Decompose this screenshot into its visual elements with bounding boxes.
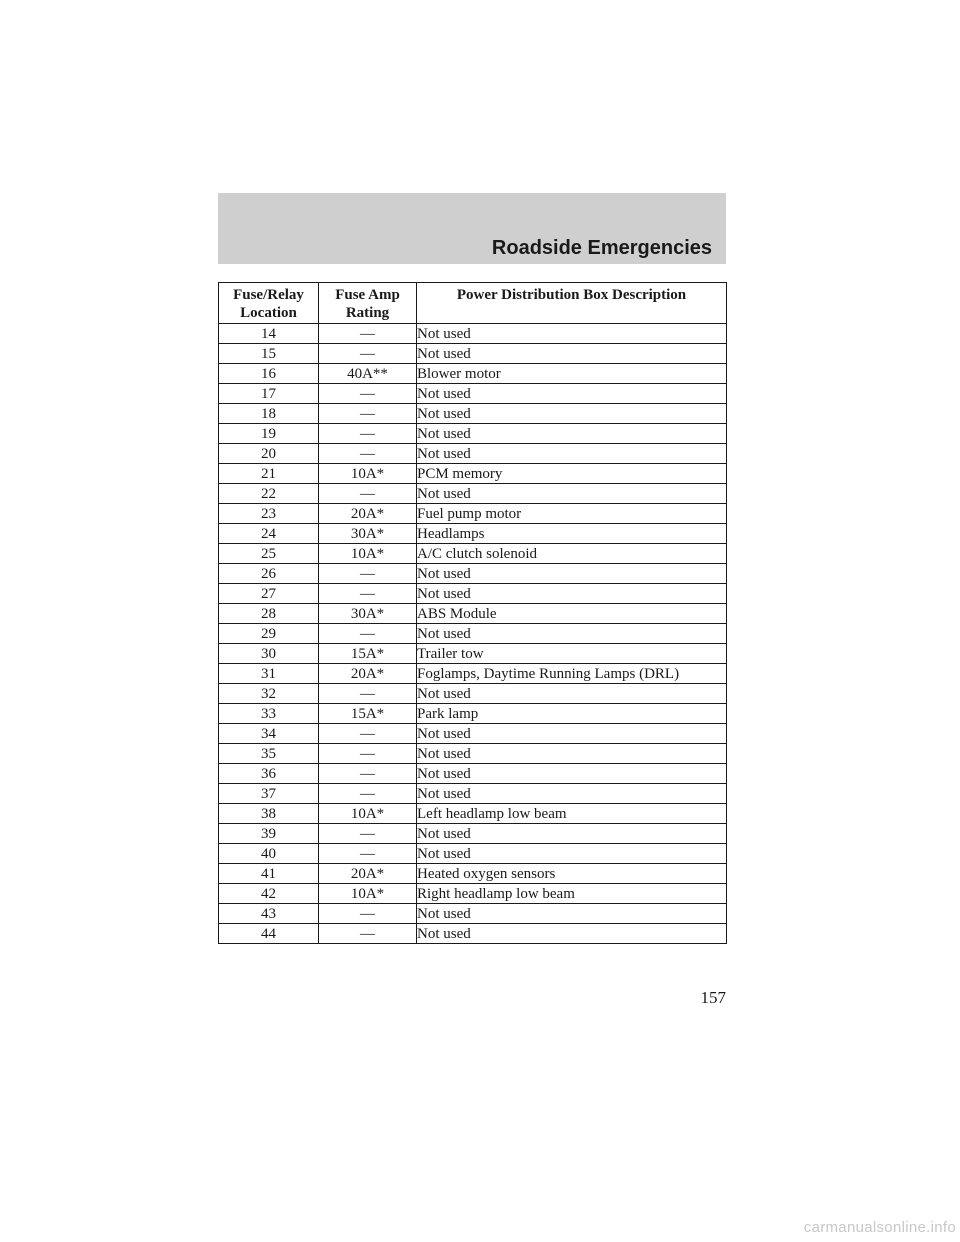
table-row	[219, 644, 727, 664]
table-row	[219, 884, 727, 904]
fuse-description-cell: Not used	[417, 904, 727, 924]
section-title: Roadside Emergencies	[491, 237, 712, 259]
table-row	[219, 324, 727, 344]
table-row	[219, 564, 727, 584]
fuse-location-cell: 21	[219, 464, 319, 484]
fuse-description-cell: Not used	[417, 724, 727, 744]
fuse-description-cell: Not used	[417, 824, 727, 844]
fuse-description-cell: Left headlamp low beam	[417, 804, 727, 824]
fuse-location-cell: 29	[219, 624, 319, 644]
table-row	[219, 524, 727, 544]
fuse-amp-rating-cell: —	[319, 684, 417, 704]
fuse-amp-rating-cell: 20A*	[319, 504, 417, 524]
fuse-amp-rating-cell: 30A*	[319, 524, 417, 544]
fuse-amp-rating-cell: —	[319, 724, 417, 744]
watermark: carmanualsonline.info	[803, 1219, 956, 1236]
table-row	[219, 844, 727, 864]
fuse-location-cell: 17	[219, 384, 319, 404]
fuse-description-cell: Not used	[417, 764, 727, 784]
fuse-amp-rating-cell: —	[319, 424, 417, 444]
column-header-location: Fuse/Relay Location	[219, 283, 319, 324]
table-row	[219, 604, 727, 624]
table-row	[219, 504, 727, 524]
fuse-table	[218, 282, 727, 944]
fuse-location-cell: 31	[219, 664, 319, 684]
fuse-description-cell: Fuel pump motor	[417, 504, 727, 524]
fuse-amp-rating-cell: —	[319, 904, 417, 924]
fuse-amp-rating-cell: 15A*	[319, 704, 417, 724]
fuse-amp-rating-cell: —	[319, 844, 417, 864]
fuse-location-cell: 34	[219, 724, 319, 744]
fuse-description-cell: Not used	[417, 844, 727, 864]
column-header-description: Power Distribution Box Description	[417, 283, 727, 324]
fuse-amp-rating-cell: 20A*	[319, 664, 417, 684]
fuse-location-cell: 36	[219, 764, 319, 784]
table-row	[219, 404, 727, 424]
fuse-location-cell: 42	[219, 884, 319, 904]
fuse-description-cell: ABS Module	[417, 604, 727, 624]
fuse-amp-rating-cell: —	[319, 444, 417, 464]
fuse-location-cell: 16	[219, 364, 319, 384]
table-row	[219, 384, 727, 404]
fuse-description-cell: Not used	[417, 484, 727, 504]
fuse-location-cell: 23	[219, 504, 319, 524]
table-row	[219, 424, 727, 444]
fuse-amp-rating-cell: 15A*	[319, 644, 417, 664]
fuse-description-cell: Right headlamp low beam	[417, 884, 727, 904]
fuse-description-cell: Not used	[417, 444, 727, 464]
fuse-description-cell: Heated oxygen sensors	[417, 864, 727, 884]
fuse-location-cell: 22	[219, 484, 319, 504]
fuse-amp-rating-cell: 10A*	[319, 464, 417, 484]
fuse-amp-rating-cell: 10A*	[319, 884, 417, 904]
fuse-location-cell: 40	[219, 844, 319, 864]
table-row	[219, 344, 727, 364]
page-number: 157	[700, 988, 726, 1007]
column-header-amp-rating: Fuse Amp Rating	[319, 283, 417, 324]
section-header-band	[218, 193, 726, 264]
fuse-location-cell: 20	[219, 444, 319, 464]
fuse-amp-rating-cell: —	[319, 764, 417, 784]
fuse-location-cell: 44	[219, 924, 319, 944]
fuse-description-cell: Blower motor	[417, 364, 727, 384]
table-row	[219, 624, 727, 644]
fuse-location-cell: 28	[219, 604, 319, 624]
fuse-location-cell: 38	[219, 804, 319, 824]
fuse-description-cell: Not used	[417, 324, 727, 344]
fuse-location-cell: 35	[219, 744, 319, 764]
fuse-amp-rating-cell: 10A*	[319, 544, 417, 564]
table-row	[219, 804, 727, 824]
table-row	[219, 744, 727, 764]
fuse-description-cell: Not used	[417, 384, 727, 404]
fuse-description-cell: Not used	[417, 784, 727, 804]
table-row	[219, 924, 727, 944]
fuse-amp-rating-cell: —	[319, 404, 417, 424]
table-row	[219, 364, 727, 384]
table-row	[219, 904, 727, 924]
table-row	[219, 584, 727, 604]
fuse-description-cell: Foglamps, Daytime Running Lamps (DRL)	[417, 664, 727, 684]
fuse-description-cell: Park lamp	[417, 704, 727, 724]
fuse-amp-rating-cell: —	[319, 344, 417, 364]
fuse-description-cell: Not used	[417, 424, 727, 444]
fuse-amp-rating-cell: 40A**	[319, 364, 417, 384]
fuse-amp-rating-cell: —	[319, 624, 417, 644]
fuse-amp-rating-cell: —	[319, 584, 417, 604]
fuse-location-cell: 18	[219, 404, 319, 424]
fuse-location-cell: 27	[219, 584, 319, 604]
fuse-amp-rating-cell: —	[319, 484, 417, 504]
fuse-location-cell: 33	[219, 704, 319, 724]
table-row	[219, 444, 727, 464]
fuse-description-cell: Not used	[417, 404, 727, 424]
fuse-description-cell: A/C clutch solenoid	[417, 544, 727, 564]
fuse-description-cell: Not used	[417, 564, 727, 584]
fuse-amp-rating-cell: —	[319, 324, 417, 344]
fuse-location-cell: 15	[219, 344, 319, 364]
fuse-location-cell: 26	[219, 564, 319, 584]
fuse-amp-rating-cell: 20A*	[319, 864, 417, 884]
fuse-location-cell: 19	[219, 424, 319, 444]
table-row	[219, 784, 727, 804]
fuse-amp-rating-cell: —	[319, 924, 417, 944]
fuse-description-cell: Not used	[417, 624, 727, 644]
table-row	[219, 704, 727, 724]
fuse-location-cell: 41	[219, 864, 319, 884]
fuse-description-cell: Not used	[417, 924, 727, 944]
fuse-location-cell: 14	[219, 324, 319, 344]
fuse-description-cell: Trailer tow	[417, 644, 727, 664]
table-row	[219, 764, 727, 784]
table-row	[219, 724, 727, 744]
fuse-amp-rating-cell: —	[319, 824, 417, 844]
table-row	[219, 664, 727, 684]
fuse-amp-rating-cell: —	[319, 564, 417, 584]
fuse-amp-rating-cell: 10A*	[319, 804, 417, 824]
fuse-location-cell: 32	[219, 684, 319, 704]
fuse-location-cell: 43	[219, 904, 319, 924]
fuse-location-cell: 24	[219, 524, 319, 544]
fuse-amp-rating-cell: 30A*	[319, 604, 417, 624]
fuse-location-cell: 25	[219, 544, 319, 564]
fuse-amp-rating-cell: —	[319, 744, 417, 764]
fuse-description-cell: Not used	[417, 584, 727, 604]
fuse-description-cell: Headlamps	[417, 524, 727, 544]
fuse-location-cell: 39	[219, 824, 319, 844]
table-row	[219, 824, 727, 844]
table-row	[219, 864, 727, 884]
fuse-location-cell: 37	[219, 784, 319, 804]
fuse-description-cell: Not used	[417, 684, 727, 704]
fuse-description-cell: PCM memory	[417, 464, 727, 484]
table-row	[219, 544, 727, 564]
table-header-row	[219, 283, 727, 324]
fuse-amp-rating-cell: —	[319, 384, 417, 404]
table-row	[219, 684, 727, 704]
fuse-location-cell: 30	[219, 644, 319, 664]
fuse-description-cell: Not used	[417, 744, 727, 764]
fuse-description-cell: Not used	[417, 344, 727, 364]
fuse-amp-rating-cell: —	[319, 784, 417, 804]
table-row	[219, 464, 727, 484]
table-row	[219, 484, 727, 504]
